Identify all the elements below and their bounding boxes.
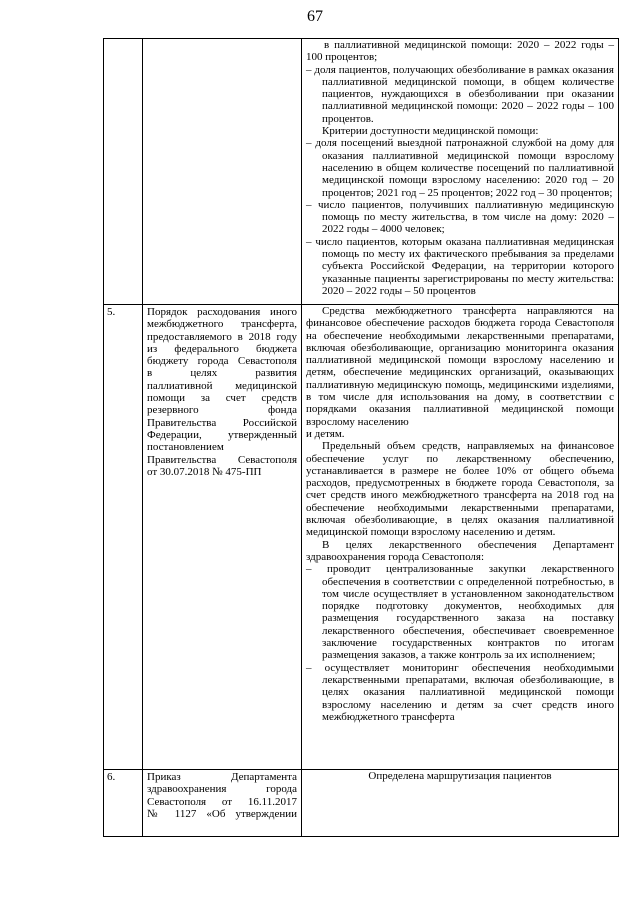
description-line: бюджету города Севастополя (147, 355, 297, 368)
dash-item: – доля посещений выездной патронажной службой на дому для оказания паллиативной медицинской помощи взрослому населению в общем количестве посещений по паллиативной медицинской помощи взрослому населению: 2020 год – 20 процентов; 2021 год – 25 процентов; 2022 год – 30 процентов; (306, 137, 614, 199)
row-description (143, 305, 301, 478)
description-line: межбюджетного трансферта, (147, 318, 297, 331)
description-line: резервного фонда (147, 404, 297, 417)
content-cell (302, 39, 619, 305)
paragraph: Критерии доступности медицинской помощи: (322, 125, 539, 138)
paragraph: Предельный объем средств, направляемых на финансовое обеспечение услуг по лекарственному обеспечению, устанавливается в размере не более 10% от общего объема расходов, предусмотренных в бюджете города Севастополя, за счет средств иного межбюджетного трансферта на 2018 год на обеспечение необходимыми лекарственными препаратами, включая обезболивающие, в целях оказания паллиативной медицинской помощи взрослому населению и детям. (306, 440, 614, 539)
description-line: Приказ Департамента (147, 771, 297, 783)
table-row (104, 770, 619, 837)
dash-item: – доля пациентов, получающих обезболивание в рамках оказания паллиативной медицинской помощи, в общем количестве пациентов, нуждающихся в обезболивании при оказании паллиативной медицинской помощи: 2020 – 2022 годы – 100 процентов. (306, 63, 614, 125)
paragraph: Средства межбюджетного трансферта направляются на финансовое обеспечение расходов бюджета города Севастополя на обеспечение необходимыми лекарственными препаратами, включая обезболивающие, организацию мониторинга оказания паллиативной медицинской помощи взрослому населению и детям, обеспечение медицинских организаций, оказывающих паллиативную медицинскую помощь, медицинскими изделиями, в том числе для использования на дому, в соответствии с порядками оказания паллиативной медицинской помощи взрослому населению (306, 305, 614, 428)
number-cell (104, 770, 143, 837)
dash-item: – осуществляет мониторинг обеспечения необходимыми лекарственными препаратами, включая обезболивающие, в целях оказания паллиативной медицинской помощи взрослому населению и детям за счет средств иного межбюджетного трансферта (306, 661, 614, 723)
description-line: из федерального бюджета (147, 342, 297, 355)
description-line: Порядок расходования иного (147, 306, 297, 318)
description-cell (143, 305, 302, 770)
row-description (143, 770, 301, 820)
paragraph: В целях лекарственного обеспечения Департамент здравоохранения города Севастополя: (306, 538, 614, 563)
content-cell (302, 770, 619, 837)
number-cell (104, 305, 143, 770)
number-cell (104, 39, 143, 305)
row-number: 6. (107, 771, 116, 783)
dash-item: – проводит централизованные закупки лекарственного обеспечения в соответствии с определенной потребностью, в том числе осуществляет в установленном законодательством порядке подготовку документов, необходимых для размещения государственного заказа на поставку лекарственного обеспечения, обеспечивает своевременное заключение государственных контрактов по итогам размещения заказов, а также контроль за их исполнением; (306, 563, 614, 662)
content-cell (302, 305, 619, 770)
description-line: помощи за счет средств (147, 392, 297, 405)
dash-item: – число пациентов, которым оказана паллиативная медицинская помощь по месту их фактического пребывания за пределами субъекта Российской Федерации, на территории которого указанные пациенты зарегистрированы по месту жительства: 2020 – 2022 годы – 50 процентов (306, 235, 614, 297)
description-line: постановлением (147, 441, 224, 454)
description-line: в целях развития (147, 367, 297, 380)
table-row (104, 39, 619, 305)
description-cell (143, 770, 302, 837)
dash-item: – число пациентов, получивших паллиативную медицинскую помощь по месту жительства, в том числе на дому: 2020 – 2022 годы – 4000 человек; (306, 198, 614, 236)
document-table (103, 38, 619, 837)
description-line: предоставляемого в 2018 году (147, 330, 297, 343)
description-line: Севастополя от 16.11.2017 (147, 795, 297, 808)
description-cell (143, 39, 302, 305)
description-line: № 1127 «Об утверждении (147, 807, 297, 820)
description-line: Федерации, утвержденный (147, 428, 297, 441)
paragraph: Определена маршрутизация пациентов (368, 770, 552, 782)
paragraph: и детям. (306, 427, 345, 440)
description-line: паллиативной медицинской (147, 379, 297, 392)
row-number: 5. (107, 306, 116, 318)
description-line: от 30.07.2018 № 475-ПП (147, 465, 262, 478)
row-number (104, 39, 142, 40)
description-line: Правительства Севастополя (147, 453, 297, 466)
page-number: 67 (307, 8, 323, 25)
table-row (104, 305, 619, 770)
description-line: здравоохранения города (147, 783, 297, 796)
description-line: Правительства Российской (147, 416, 297, 429)
paragraph: в паллиативной медицинской помощи: 2020 – 2022 годы – 100 процентов; (306, 39, 614, 64)
